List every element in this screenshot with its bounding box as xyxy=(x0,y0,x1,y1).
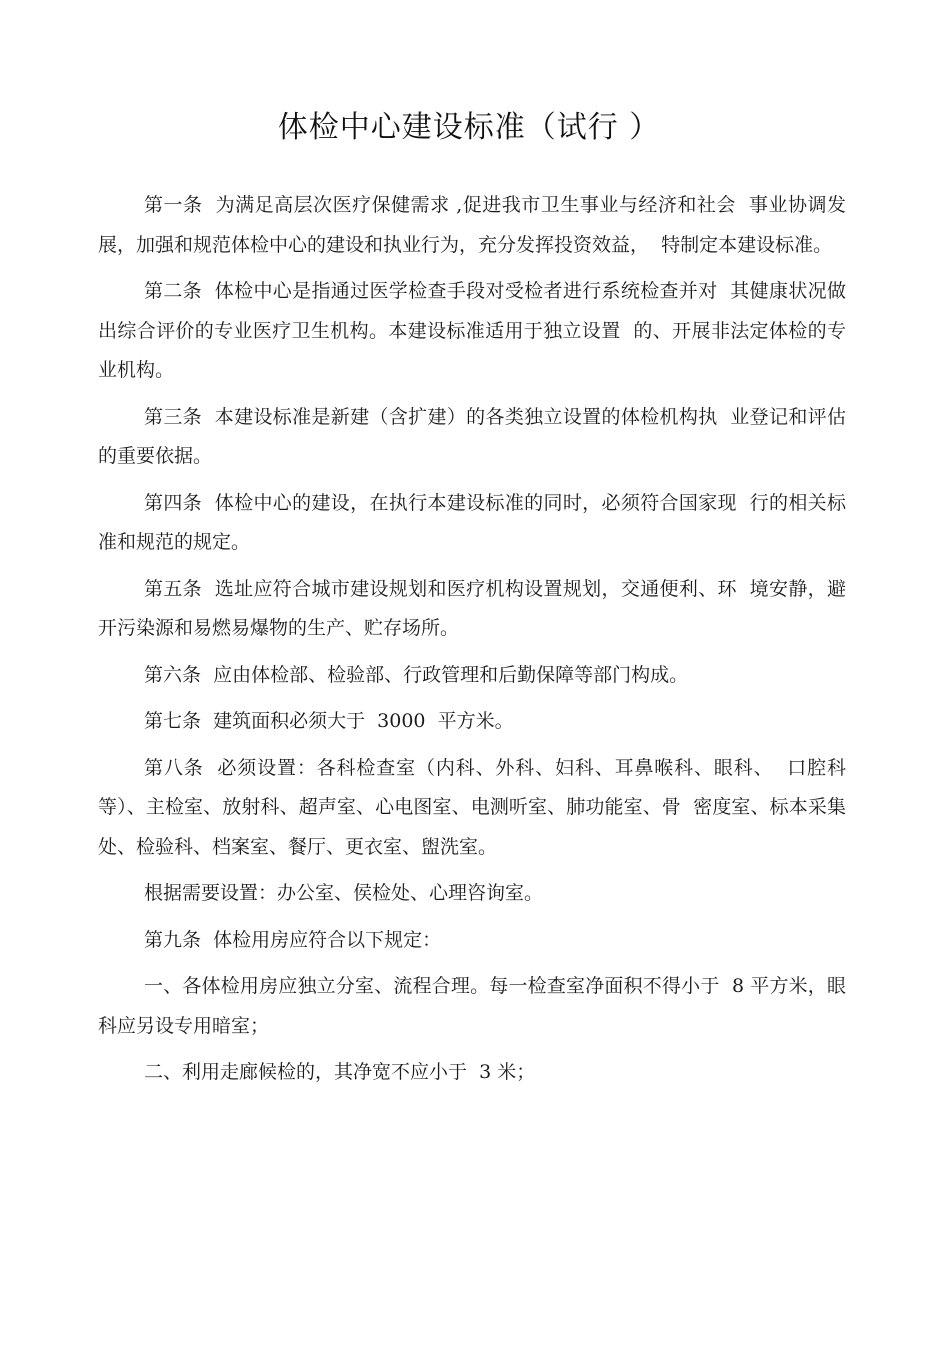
article-6-paragraph: 第六条 应由体检部、检验部、行政管理和后勤保障等部门构成。 xyxy=(144,663,689,686)
article-9-clause-2: 二、利用走廊候检的，其净宽不应小于 3 米； xyxy=(144,1061,536,1083)
document-body xyxy=(98,186,846,1100)
optional-rooms-paragraph: 根据需要设置：办公室、侯检处、心理咨询室。 xyxy=(144,882,544,904)
article-7-paragraph: 第七条 建筑面积必须大于 3000 平方米。 xyxy=(144,710,514,732)
article-3-paragraph: 第三条 本建设标准是新建（含扩建）的各类独立设置的体检机构执 业登记和评估的重要依据。 xyxy=(98,405,846,467)
article-1-paragraph: 第一条 为满足高层次医疗保健需求 ,促进我市卫生事业与经济和社会 事业协调发展，加强和规范体检中心的建设和执业行为，充分发挥投资效益， 特制定本建设标准。 xyxy=(98,194,846,256)
article-4-paragraph: 第四条 体检中心的建设，在执行本建设标准的同时，必须符合国家现 行的相关标准和规范的规定。 xyxy=(98,491,846,553)
article-8-paragraph: 第八条 必须设置：各科检查室（内科、外科、妇科、耳鼻喉科、眼科、 口腔科等）、主检室、放射科、超声室、心电图室、电测听室、肺功能室、骨 密度室、标本采集处、检验科、档案室、餐厅、更衣室、盥洗室。 xyxy=(98,756,846,858)
article-2-paragraph: 第二条 体检中心是指通过医学检查手段对受检者进行系统检查并对 其健康状况做出综合评价的专业医疗卫生机构。本建设标准适用于独立设置 的、开展非法定体检的专业机构。 xyxy=(98,280,846,381)
article-9-clause-1: 一、各体检用房应独立分室、流程合理。每一检查室净面积不得小于 8 平方米，眼科应另设专用暗室； xyxy=(98,975,846,1037)
article-5-paragraph: 第五条 选址应符合城市建设规划和医疗机构设置规划，交通便利、环 境安静，避开污染源和易燃易爆物的生产、贮存场所。 xyxy=(98,577,846,639)
article-9-paragraph: 第九条 体检用房应符合以下规定： xyxy=(144,928,442,951)
document-title: 体检中心建设标准（试行 ） xyxy=(277,110,661,145)
